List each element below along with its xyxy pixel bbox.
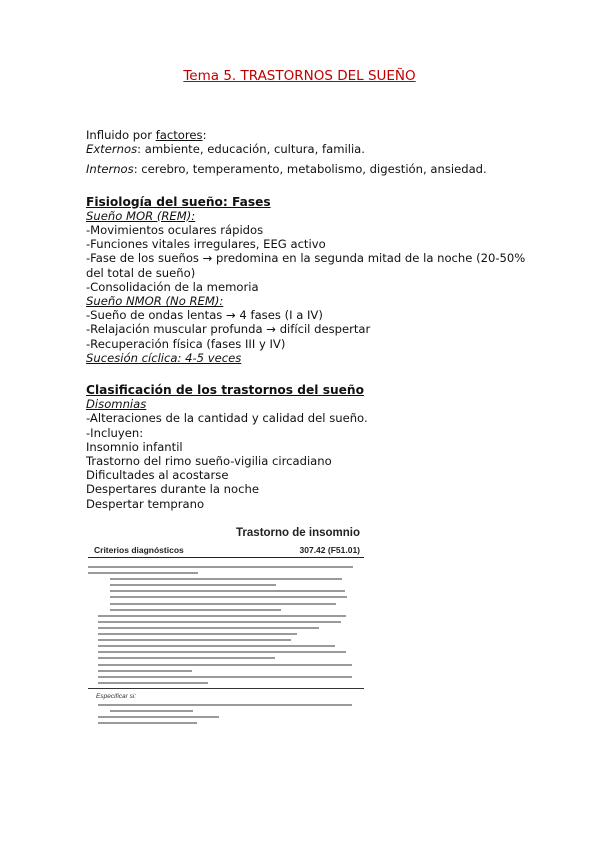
nmor-item: -Relajación muscular profunda → difícil despertar — [86, 322, 371, 337]
externos-text: : ambiente, educación, cultura, familia. — [137, 142, 365, 157]
scan-illegible-text — [88, 566, 364, 724]
clasificacion-item: -Incluyen: — [86, 425, 144, 440]
clasificacion-item: Insomnio infantil — [86, 439, 183, 454]
scan-right-header: 307.42 (F51.01) — [299, 545, 360, 555]
externos-label: Externos — [86, 142, 138, 157]
influido-suffix: : — [202, 128, 207, 142]
scan-specify-label: Especificar si: — [96, 692, 137, 700]
clasificacion-item: Despertar temprano — [86, 496, 205, 511]
mor-item: -Funciones vitales irregulares, EEG activo — [86, 237, 326, 252]
scan-table-header — [88, 545, 364, 558]
scan-table-title: Trastorno de insomnio — [236, 527, 360, 539]
externos-line — [86, 142, 526, 156]
clasificacion-item: -Alteraciones de la cantidad y calidad del sueño. — [86, 411, 368, 426]
mor-item: -Consolidación de la memoria — [86, 279, 259, 294]
influido-line — [86, 128, 526, 142]
mor-item: -Movimientos oculares rápidos — [86, 223, 264, 238]
internos-line — [86, 162, 526, 176]
nmor-title: Sueño NMOR (No REM): — [86, 294, 224, 309]
internos-label: Internos — [86, 162, 134, 177]
document-body — [86, 128, 526, 511]
disomnias-title: Disomnias — [86, 397, 147, 412]
page-title: Tema 5. TRASTORNOS DEL SUEÑO — [183, 68, 416, 84]
internos-text: : cerebro, temperamento, metabolismo, digestión, ansiedad. — [133, 162, 487, 177]
scan-left-header: Criterios diagnósticos — [94, 545, 184, 555]
clasificacion-item: Trastorno del rimo sueño-vigilia circadiano — [86, 454, 332, 469]
mor-title: Sueño MOR (REM): — [86, 208, 196, 223]
scanned-criteria-table — [88, 527, 364, 728]
clasificacion-item: Dificultades al acostarse — [86, 468, 229, 483]
clasificacion-item: Despertares durante la noche — [86, 482, 259, 497]
nmor-item: -Recuperación física (fases III y IV) — [86, 336, 286, 351]
nmor-item: -Sueño de ondas lentas → 4 fases (I a IV) — [86, 308, 323, 323]
clasificacion-heading: Clasificación de los trastornos del sueño — [86, 383, 364, 398]
fisiologia-heading: Fisiología del sueño: Fases — [86, 194, 271, 209]
mor-item: -Fase de los sueños → predomina en la segunda mitad de la noche (20-50% del total de sueño) — [86, 251, 526, 280]
sucesion-line: Sucesión cíclica: 4-5 veces — [86, 350, 242, 365]
influido-prefix: Influido por — [86, 128, 156, 142]
influido-word: factores — [155, 128, 203, 142]
